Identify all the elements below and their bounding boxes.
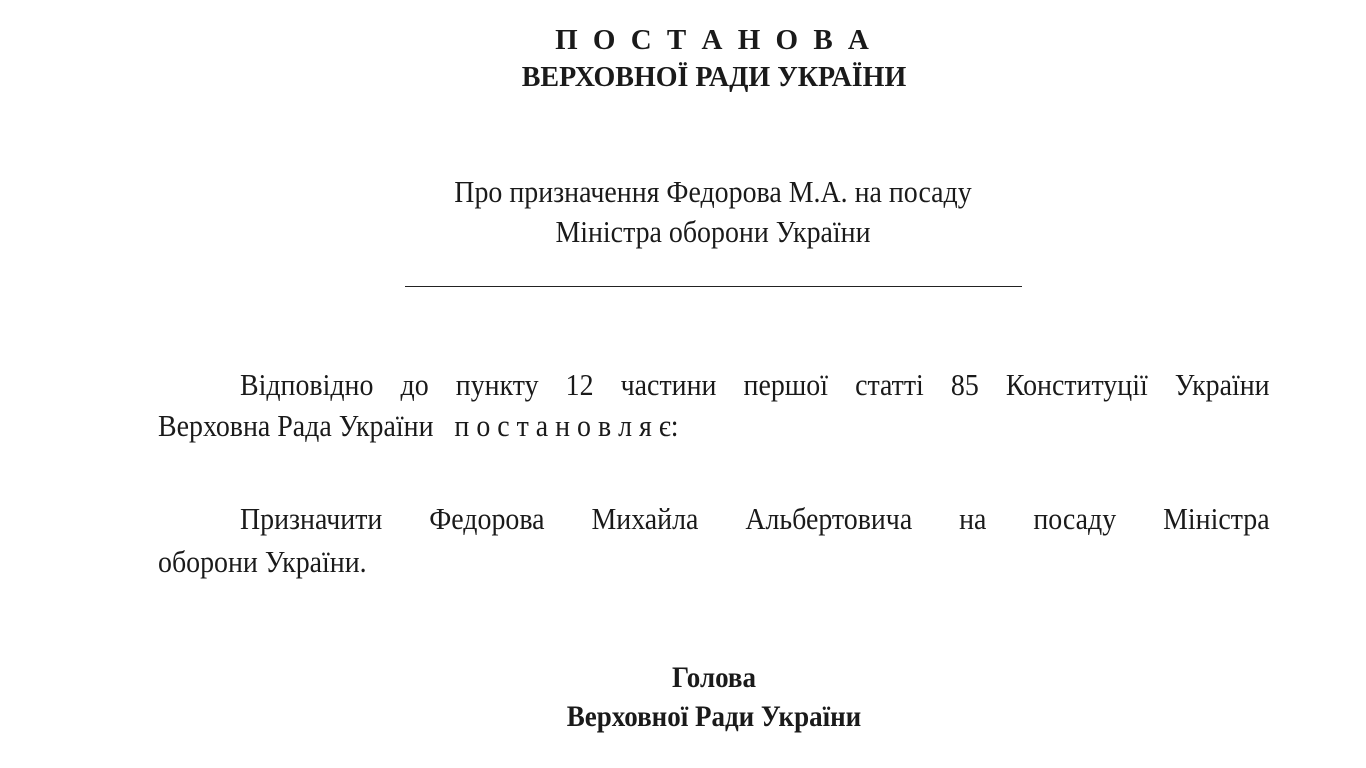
signature-title: Голова: [671, 661, 757, 694]
paragraph-1-line-2: Верховна Рада України п о с т а н о в л я є:: [158, 408, 679, 443]
subject-line-2: Міністра оборони України: [555, 214, 871, 249]
document-type-heading: П О С Т А Н О В А: [555, 24, 873, 56]
paragraph-2-line-1: Призначити Федорова Михайла Альбертовича на посаду Міністра: [240, 501, 1270, 536]
paragraph-2-line-2: оборони України.: [158, 544, 367, 579]
issuer-heading: ВЕРХОВНОЇ РАДИ УКРАЇНИ: [521, 62, 907, 93]
subject-line-1: Про призначення Федорова М.А. на посаду: [454, 174, 972, 209]
signature-body: Верховної Ради України: [566, 700, 862, 733]
paragraph-1-line-1: Відповідно до пункту 12 частини першої статті 85 Конституції України: [240, 367, 1270, 402]
subject-divider: [405, 286, 1022, 287]
